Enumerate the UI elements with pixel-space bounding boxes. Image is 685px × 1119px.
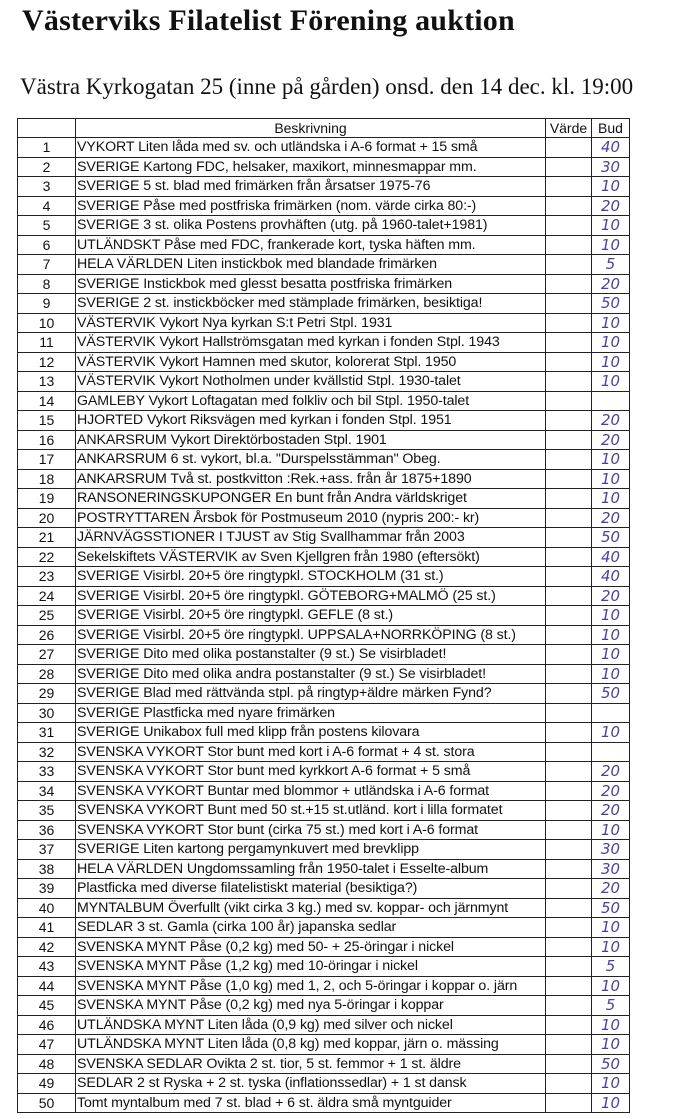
lot-description: SVERIGE Visirbl. 20+5 öre ringtypkl. GEFLE (8 st.): [76, 606, 546, 626]
table-row: [18, 723, 630, 743]
lot-bid: 5: [592, 255, 630, 275]
lot-number: 44: [18, 976, 76, 996]
table-row: [18, 411, 630, 431]
lot-value: [546, 703, 592, 723]
lot-number: 13: [18, 372, 76, 392]
lot-value: [546, 645, 592, 665]
lot-description: SVERIGE Plastficka med nyare frimärken: [76, 703, 546, 723]
lot-value: [546, 1054, 592, 1074]
lot-value: [546, 586, 592, 606]
lot-value: [546, 469, 592, 489]
lot-description: SVERIGE 5 st. blad med frimärken från årsatser 1975-76: [76, 177, 546, 197]
lot-description: SVERIGE Instickbok med glesst besatta postfriska frimärken: [76, 274, 546, 294]
lot-value: [546, 567, 592, 587]
lot-bid: 30: [592, 840, 630, 860]
lot-value: [546, 313, 592, 333]
table-row: [18, 859, 630, 879]
table-row: [18, 313, 630, 333]
lot-description: SEDLAR 2 st Ryska + 2 st. tyska (inflationssedlar) + 1 st dansk: [76, 1074, 546, 1094]
lot-number: 32: [18, 742, 76, 762]
lot-bid: 5: [592, 996, 630, 1016]
lot-description: ANKARSRUM 6 st. vykort, bl.a. "Durspelsstämman" Obeg.: [76, 450, 546, 470]
lot-value: [546, 216, 592, 236]
lot-value: [546, 489, 592, 509]
lot-description: RANSONERINGSKUPONGER En bunt från Andra världskriget: [76, 489, 546, 509]
lot-number: 43: [18, 957, 76, 977]
lot-bid: 50: [592, 1054, 630, 1074]
lot-description: Sekelskiftets VÄSTERVIK av Sven Kjellgren från 1980 (eftersökt): [76, 547, 546, 567]
lot-number: 38: [18, 859, 76, 879]
lot-description: MYNTALBUM Överfullt (vikt cirka 3 kg.) med sv. koppar- och järnmynt: [76, 898, 546, 918]
lot-description: SVERIGE Dito med olika andra postanstalter (9 st.) Se visirbladet!: [76, 664, 546, 684]
lot-description: ANKARSRUM Två st. postkvitton :Rek.+ass. från år 1875+1890: [76, 469, 546, 489]
lot-number: 6: [18, 235, 76, 255]
lot-bid: [592, 703, 630, 723]
table-row: [18, 684, 630, 704]
lot-bid: 10: [592, 1074, 630, 1094]
header-description: Beskrivning: [76, 119, 546, 138]
lot-bid: 50: [592, 294, 630, 314]
lot-description: SVERIGE Kartong FDC, helsaker, maxikort, minnesmappar mm.: [76, 157, 546, 177]
lot-value: [546, 411, 592, 431]
lot-bid: 20: [592, 781, 630, 801]
lot-bid: 10: [592, 352, 630, 372]
lot-description: VÄSTERVIK Vykort Hamnen med skutor, kolorerat Stpl. 1950: [76, 352, 546, 372]
lot-value: [546, 723, 592, 743]
lot-number: 27: [18, 645, 76, 665]
lot-number: 11: [18, 333, 76, 353]
lot-value: [546, 840, 592, 860]
table-row: [18, 781, 630, 801]
lot-number: 35: [18, 801, 76, 821]
lot-value: [546, 235, 592, 255]
lot-value: [546, 196, 592, 216]
lot-description: ANKARSRUM Vykort Direktörbostaden Stpl. 1901: [76, 430, 546, 450]
lot-value: [546, 684, 592, 704]
lot-description: SVERIGE Visirbl. 20+5 öre ringtypkl. GÖTEBORG+MALMÖ (25 st.): [76, 586, 546, 606]
table-row: [18, 352, 630, 372]
lot-description: SVENSKA VYKORT Stor bunt med kyrkkort A-6 format + 5 små: [76, 762, 546, 782]
lot-description: SVERIGE Visirbl. 20+5 öre ringtypkl. UPPSALA+NORRKÖPING (8 st.): [76, 625, 546, 645]
table-row: [18, 840, 630, 860]
lot-number: 5: [18, 216, 76, 236]
table-row: [18, 567, 630, 587]
lot-value: [546, 664, 592, 684]
lot-value: [546, 625, 592, 645]
table-row: [18, 625, 630, 645]
lot-description: Plastficka med diverse filatelistiskt material (besiktiga?): [76, 879, 546, 899]
lot-number: 30: [18, 703, 76, 723]
lot-number: 46: [18, 1015, 76, 1035]
lot-description: SVERIGE 2 st. instickböcker med stämplade frimärken, besiktiga!: [76, 294, 546, 314]
lot-value: [546, 1015, 592, 1035]
lot-bid: 20: [592, 801, 630, 821]
lot-bid: 40: [592, 567, 630, 587]
table-row: [18, 586, 630, 606]
table-body: [18, 138, 630, 1113]
lot-number: 31: [18, 723, 76, 743]
table-row: [18, 274, 630, 294]
lot-value: [546, 859, 592, 879]
lot-bid: 10: [592, 1093, 630, 1113]
lot-value: [546, 372, 592, 392]
lot-description: SVERIGE Blad med rättvända stpl. på ringtyp+äldre märken Fynd?: [76, 684, 546, 704]
lot-number: 18: [18, 469, 76, 489]
auction-table: [17, 118, 630, 1113]
table-row: [18, 664, 630, 684]
lot-description: VÄSTERVIK Vykort Notholmen under kvällstid Stpl. 1930-talet: [76, 372, 546, 392]
lot-bid: 10: [592, 1035, 630, 1055]
lot-bid: 10: [592, 489, 630, 509]
lot-bid: 10: [592, 820, 630, 840]
lot-number: 34: [18, 781, 76, 801]
lot-description: HJORTED Vykort Riksvägen med kyrkan i fonden Stpl. 1951: [76, 411, 546, 431]
lot-number: 39: [18, 879, 76, 899]
lot-number: 48: [18, 1054, 76, 1074]
lot-number: 20: [18, 508, 76, 528]
table-row: [18, 801, 630, 821]
lot-bid: 20: [592, 879, 630, 899]
table-row: [18, 957, 630, 977]
lot-description: SEDLAR 3 st. Gamla (cirka 100 år) japanska sedlar: [76, 918, 546, 938]
lot-value: [546, 801, 592, 821]
lot-bid: 10: [592, 918, 630, 938]
lot-bid: 40: [592, 138, 630, 158]
lot-description: SVENSKA VYKORT Stor bunt (cirka 75 st.) med kort i A-6 format: [76, 820, 546, 840]
lot-value: [546, 255, 592, 275]
lot-description: UTLÄNDSKA MYNT Liten låda (0,9 kg) med silver och nickel: [76, 1015, 546, 1035]
lot-value: [546, 918, 592, 938]
table-row: [18, 1054, 630, 1074]
lot-bid: 20: [592, 508, 630, 528]
lot-value: [546, 391, 592, 411]
lot-bid: [592, 391, 630, 411]
lot-number: 10: [18, 313, 76, 333]
table-row: [18, 294, 630, 314]
lot-value: [546, 528, 592, 548]
lot-description: Tomt myntalbum med 7 st. blad + 6 st. äldra små myntguider: [76, 1093, 546, 1113]
lot-bid: 10: [592, 1015, 630, 1035]
lot-description: POSTRYTTAREN Årsbok för Postmuseum 2010 (nypris 200:- kr): [76, 508, 546, 528]
lot-bid: 10: [592, 333, 630, 353]
lot-value: [546, 1093, 592, 1113]
table-row: [18, 391, 630, 411]
lot-value: [546, 762, 592, 782]
lot-number: 9: [18, 294, 76, 314]
lot-description: SVERIGE Unikabox full med klipp från postens kilovara: [76, 723, 546, 743]
lot-bid: 10: [592, 177, 630, 197]
table-row: [18, 1093, 630, 1113]
lot-description: SVERIGE Påse med postfriska frimärken (nom. värde cirka 80:-): [76, 196, 546, 216]
lot-bid: 20: [592, 274, 630, 294]
lot-number: 28: [18, 664, 76, 684]
lot-description: SVENSKA MYNT Påse (0,2 kg) med 50- + 25-öringar i nickel: [76, 937, 546, 957]
lot-description: VYKORT Liten låda med sv. och utländska i A-6 format + 15 små: [76, 138, 546, 158]
table-row: [18, 703, 630, 723]
table-row: [18, 450, 630, 470]
lot-bid: 10: [592, 723, 630, 743]
lot-description: HELA VÄRLDEN Liten instickbok med blandade frimärken: [76, 255, 546, 275]
lot-number: 2: [18, 157, 76, 177]
lot-description: VÄSTERVIK Vykort Hallströmsgatan med kyrkan i fonden Stpl. 1943: [76, 333, 546, 353]
lot-description: SVENSKA SEDLAR Ovikta 2 st. tior, 5 st. femmor + 1 st. äldre: [76, 1054, 546, 1074]
lot-number: 37: [18, 840, 76, 860]
table-row: [18, 333, 630, 353]
lot-bid: 50: [592, 528, 630, 548]
header-num: [18, 119, 76, 138]
lot-number: 3: [18, 177, 76, 197]
lot-value: [546, 547, 592, 567]
lot-value: [546, 294, 592, 314]
lot-description: SVENSKA VYKORT Stor bunt med kort i A-6 format + 4 st. stora: [76, 742, 546, 762]
table-row: [18, 216, 630, 236]
table-row: [18, 508, 630, 528]
lot-value: [546, 1074, 592, 1094]
lot-bid: 30: [592, 157, 630, 177]
lot-bid: 30: [592, 859, 630, 879]
table-row: [18, 742, 630, 762]
lot-value: [546, 976, 592, 996]
lot-bid: 20: [592, 196, 630, 216]
lot-number: 14: [18, 391, 76, 411]
table-row: [18, 1035, 630, 1055]
lot-number: 45: [18, 996, 76, 1016]
lot-value: [546, 274, 592, 294]
lot-bid: 10: [592, 216, 630, 236]
lot-value: [546, 957, 592, 977]
lot-value: [546, 333, 592, 353]
lot-number: 42: [18, 937, 76, 957]
table-row: [18, 996, 630, 1016]
table-row: [18, 430, 630, 450]
table-row: [18, 547, 630, 567]
header-bid: Bud: [592, 119, 630, 138]
table-row: [18, 820, 630, 840]
lot-number: 17: [18, 450, 76, 470]
lot-value: [546, 177, 592, 197]
lot-number: 7: [18, 255, 76, 275]
table-row: [18, 489, 630, 509]
lot-description: GAMLEBY Vykort Loftagatan med folkliv och bil Stpl. 1950-talet: [76, 391, 546, 411]
lot-number: 4: [18, 196, 76, 216]
lot-number: 47: [18, 1035, 76, 1055]
lot-bid: 10: [592, 235, 630, 255]
lot-description: SVERIGE Liten kartong pergamynkuvert med brevklipp: [76, 840, 546, 860]
lot-bid: 20: [592, 762, 630, 782]
lot-value: [546, 138, 592, 158]
table-row: [18, 762, 630, 782]
lot-bid: 10: [592, 606, 630, 626]
lot-number: 50: [18, 1093, 76, 1113]
lot-number: 25: [18, 606, 76, 626]
lot-number: 19: [18, 489, 76, 509]
lot-description: UTLÄNDSKA MYNT Liten låda (0,8 kg) med koppar, järn o. mässing: [76, 1035, 546, 1055]
lot-description: SVERIGE 3 st. olika Postens provhäften (utg. på 1960-talet+1981): [76, 216, 546, 236]
lot-bid: 10: [592, 450, 630, 470]
table-row: [18, 157, 630, 177]
lot-value: [546, 937, 592, 957]
lot-description: SVERIGE Dito med olika postanstalter (9 st.) Se visirbladet!: [76, 645, 546, 665]
lot-description: SVENSKA MYNT Påse (0,2 kg) med nya 5-öringar i koppar: [76, 996, 546, 1016]
lot-value: [546, 157, 592, 177]
lot-description: HELA VÄRLDEN Ungdomssamling från 1950-talet i Esselte-album: [76, 859, 546, 879]
table-row: [18, 138, 630, 158]
lot-bid: 50: [592, 684, 630, 704]
lot-value: [546, 898, 592, 918]
lot-bid: 20: [592, 411, 630, 431]
lot-bid: 5: [592, 957, 630, 977]
table-row: [18, 196, 630, 216]
table-row: [18, 177, 630, 197]
lot-bid: 10: [592, 937, 630, 957]
header-value: Värde: [546, 119, 592, 138]
lot-bid: 10: [592, 313, 630, 333]
lot-value: [546, 820, 592, 840]
lot-number: 21: [18, 528, 76, 548]
lot-number: 16: [18, 430, 76, 450]
table-row: [18, 898, 630, 918]
lot-value: [546, 606, 592, 626]
table-row: [18, 235, 630, 255]
table-row: [18, 1015, 630, 1035]
lot-description: SVENSKA VYKORT Bunt med 50 st.+15 st.utländ. kort i lilla formatet: [76, 801, 546, 821]
lot-value: [546, 996, 592, 1016]
lot-bid: 20: [592, 586, 630, 606]
lot-value: [546, 450, 592, 470]
table-row: [18, 645, 630, 665]
lot-value: [546, 879, 592, 899]
lot-bid: 40: [592, 547, 630, 567]
lot-number: 26: [18, 625, 76, 645]
lot-description: JÄRNVÄGSSTIONER I TJUST av Stig Svallhammar från 2003: [76, 528, 546, 548]
lot-number: 29: [18, 684, 76, 704]
lot-number: 41: [18, 918, 76, 938]
lot-description: UTLÄNDSKT Påse med FDC, frankerade kort, tyska häften mm.: [76, 235, 546, 255]
table-row: [18, 255, 630, 275]
lot-bid: [592, 742, 630, 762]
lot-number: 40: [18, 898, 76, 918]
table-row: [18, 528, 630, 548]
table-row: [18, 469, 630, 489]
table-row: [18, 918, 630, 938]
table-row: [18, 372, 630, 392]
lot-value: [546, 742, 592, 762]
lot-value: [546, 352, 592, 372]
lot-bid: 10: [592, 976, 630, 996]
lot-number: 12: [18, 352, 76, 372]
lot-bid: 10: [592, 645, 630, 665]
table-row: [18, 1074, 630, 1094]
lot-value: [546, 781, 592, 801]
lot-number: 22: [18, 547, 76, 567]
lot-number: 33: [18, 762, 76, 782]
lot-description: SVERIGE Visirbl. 20+5 öre ringtypkl. STOCKHOLM (31 st.): [76, 567, 546, 587]
lot-number: 24: [18, 586, 76, 606]
lot-value: [546, 430, 592, 450]
document-subtitle: Västra Kyrkogatan 25 (inne på gården) onsd. den 14 dec. kl. 19:00: [20, 74, 634, 99]
lot-number: 1: [18, 138, 76, 158]
lot-description: SVENSKA MYNT Påse (1,2 kg) med 10-öringar i nickel: [76, 957, 546, 977]
lot-number: 15: [18, 411, 76, 431]
lot-bid: 20: [592, 430, 630, 450]
table-row: [18, 606, 630, 626]
header-row: [18, 119, 630, 138]
lot-description: SVENSKA MYNT Påse (1,0 kg) med 1, 2, och 5-öringar i koppar o. järn: [76, 976, 546, 996]
lot-value: [546, 1035, 592, 1055]
lot-bid: 10: [592, 625, 630, 645]
table-row: [18, 937, 630, 957]
lot-description: VÄSTERVIK Vykort Nya kyrkan S:t Petri Stpl. 1931: [76, 313, 546, 333]
lot-bid: 10: [592, 372, 630, 392]
lot-bid: 10: [592, 469, 630, 489]
table-row: [18, 879, 630, 899]
table-row: [18, 976, 630, 996]
lot-bid: 50: [592, 898, 630, 918]
lot-number: 8: [18, 274, 76, 294]
lot-description: SVENSKA VYKORT Buntar med blommor + utländska i A-6 format: [76, 781, 546, 801]
document-title: Västerviks Filatelist Förening auktion: [22, 4, 515, 37]
lot-value: [546, 508, 592, 528]
lot-bid: 10: [592, 664, 630, 684]
lot-number: 23: [18, 567, 76, 587]
lot-number: 36: [18, 820, 76, 840]
lot-number: 49: [18, 1074, 76, 1094]
